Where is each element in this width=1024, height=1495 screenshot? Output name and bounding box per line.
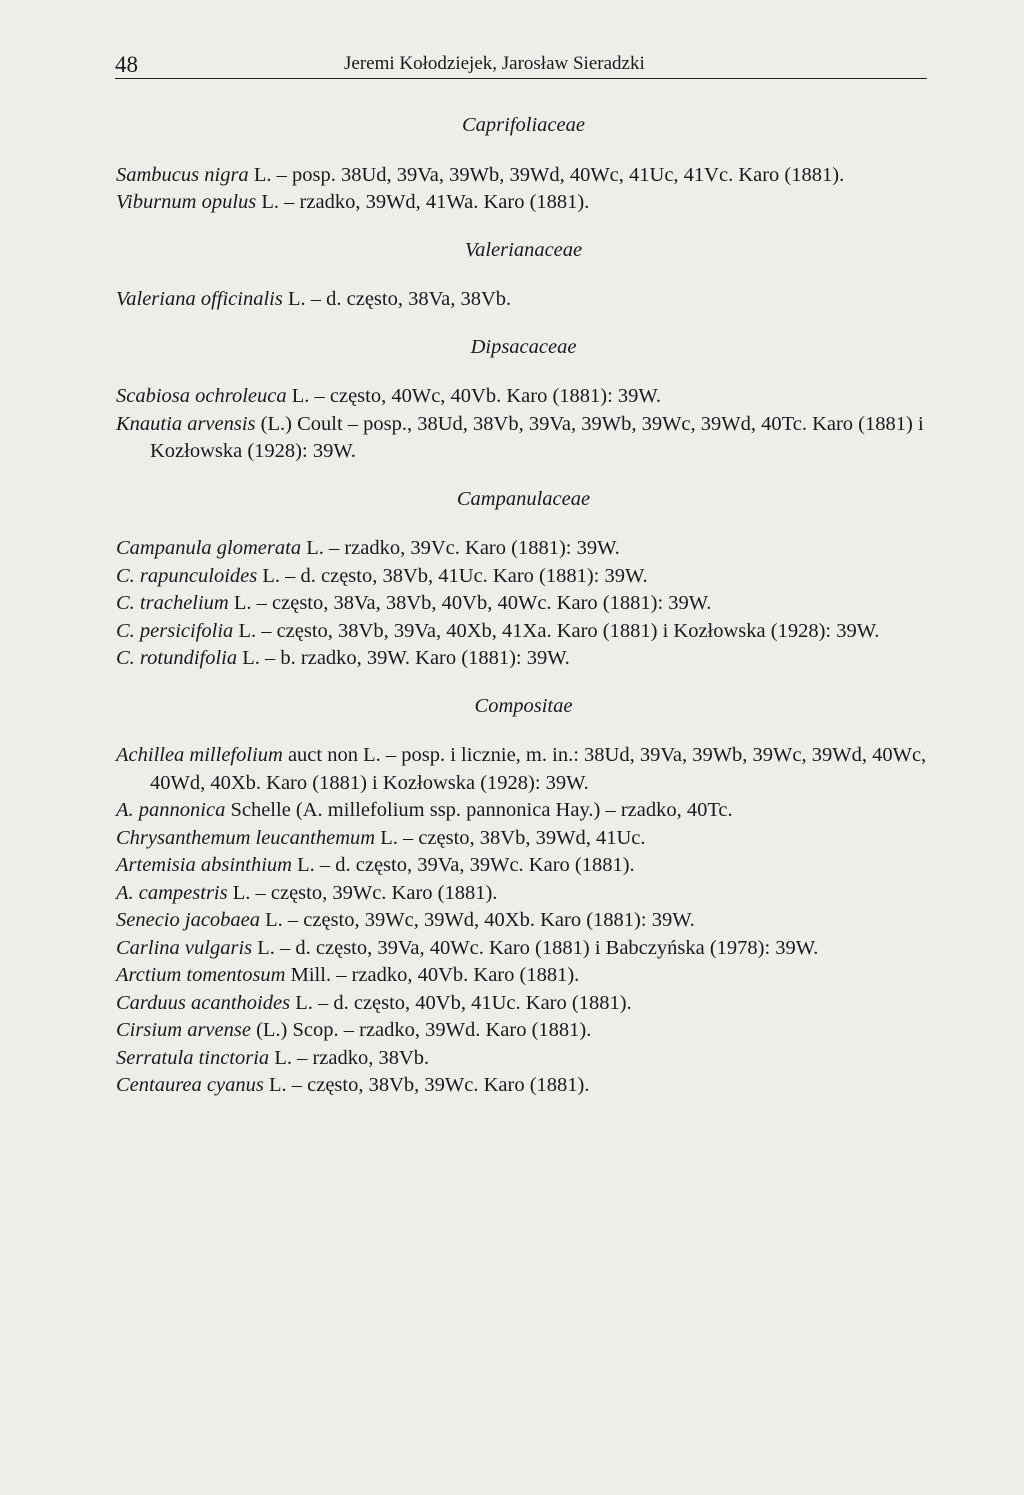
page-number: 48 [115, 52, 138, 77]
species-entry [116, 383, 931, 411]
species-name: Achillea millefolium [116, 744, 283, 766]
species-record: L. – często, 39Wc, 39Wd, 40Xb. Karo (1881): 39W. [260, 909, 695, 931]
species-list [116, 112, 931, 1100]
species-record: Schelle (A. millefolium ssp. pannonica Hay.) – rzadko, 40Tc. [225, 799, 733, 821]
species-name: A. campestris [116, 881, 228, 904]
species-record: L. – rzadko, 39Vc. Karo (1881): 39W. [301, 537, 620, 559]
species-entry [116, 797, 931, 825]
species-entry [116, 411, 931, 466]
species-entry [116, 535, 931, 563]
running-title: Jeremi Kołodziejek, Jarosław Sieradzki [344, 53, 645, 74]
family-section [116, 486, 931, 673]
species-record: auct non L. – posp. i licznie, m. in.: 38Ud, 39Va, 39Wb, 39Wc, 39Wd, 40Wc, 40Wd, 40Xb. Karo (1881) i Kozłowska (1928): 39W. [150, 744, 927, 794]
family-heading: Compositae [474, 694, 573, 717]
species-entry [116, 162, 931, 190]
species-entry [116, 962, 931, 990]
species-name: Campanula glomerata [116, 537, 302, 559]
species-name: Chrysanthemum leucanthemum [116, 826, 376, 849]
species-entry [116, 563, 931, 591]
species-record: (L.) Scop. – rzadko, 39Wd. Karo (1881). [250, 1019, 592, 1041]
family-heading: Valerianaceae [464, 238, 583, 261]
species-record: L. – d. często, 40Vb, 41Uc. Karo (1881). [290, 991, 632, 1014]
species-name: Carlina vulgaris [116, 936, 253, 959]
species-record: L. – d. często, 38Vb, 41Uc. Karo (1881): 39W. [257, 564, 648, 587]
species-name: Carduus acanthoides [116, 991, 291, 1014]
species-record: L. – często, 40Wc, 40Vb. Karo (1881): 39W. [286, 385, 662, 407]
species-entry [116, 825, 931, 853]
species-name: Serratula tinctoria [116, 1046, 270, 1069]
species-record: (L.) Coult – posp., 38Ud, 38Vb, 39Va, 39Wb, 39Wc, 39Wd, 40Tc. Karo (1881) i Kozłowska (1928): 39W. [150, 412, 924, 462]
species-record: L. – d. często, 38Va, 38Vb. [282, 288, 512, 310]
species-entry [116, 286, 931, 314]
family-section [116, 693, 931, 1100]
species-name: C. trachelium [116, 592, 229, 614]
species-name: Centaurea cyanus [116, 1074, 264, 1096]
species-record: L. – często, 38Vb, 39Wc. Karo (1881). [263, 1074, 590, 1096]
species-entry [116, 590, 931, 618]
species-entry [116, 907, 931, 935]
species-name: Arctium tomentosum [116, 964, 286, 986]
species-name: Valeriana officinalis [116, 288, 283, 310]
family-heading: Dipsacaceae [470, 335, 577, 358]
species-entry [116, 742, 931, 797]
species-entry [116, 880, 931, 908]
species-record: L. – często, 38Vb, 39Wd, 41Uc. [375, 826, 646, 849]
species-entry [116, 935, 931, 963]
page-header [115, 52, 927, 79]
species-name: Senecio jacobaea [116, 909, 261, 931]
species-entry [116, 645, 931, 673]
species-name: C. rotundifolia [116, 647, 238, 669]
species-record: L. – d. często, 39Va, 40Wc. Karo (1881) i Babczyńska (1978): 39W. [252, 936, 819, 959]
species-entry [116, 852, 931, 880]
species-name: Knautia arvensis [116, 412, 256, 435]
species-name: Scabiosa ochroleuca [116, 385, 287, 407]
family-section [116, 237, 931, 314]
species-record: L. – rzadko, 39Wd, 41Wa. Karo (1881). [256, 191, 590, 213]
species-entry [116, 1045, 931, 1073]
species-entry [116, 189, 931, 217]
species-record: L. – często, 39Wc. Karo (1881). [227, 881, 498, 904]
species-name: Artemisia absinthium [116, 854, 292, 876]
species-record: L. – posp. 38Ud, 39Va, 39Wb, 39Wd, 40Wc, 41Uc, 41Vc. Karo (1881). [248, 163, 845, 186]
species-name: C. rapunculoides [116, 564, 258, 587]
family-section [116, 334, 931, 466]
species-entry [116, 618, 931, 646]
species-record: L. – d. często, 39Va, 39Wc. Karo (1881). [291, 854, 635, 876]
species-name: C. persicifolia [116, 619, 234, 642]
family-section [116, 112, 931, 217]
species-name: Cirsium arvense [116, 1019, 251, 1041]
species-name: Sambucus nigra [116, 163, 249, 186]
species-entry [116, 1017, 931, 1045]
family-heading: Caprifoliaceae [462, 114, 585, 136]
species-record: L. – często, 38Va, 38Vb, 40Vb, 40Wc. Karo (1881): 39W. [228, 592, 712, 614]
species-record: L. – rzadko, 38Vb. [269, 1046, 430, 1069]
species-record: L. – b. rzadko, 39W. Karo (1881): 39W. [237, 647, 570, 669]
species-record: Mill. – rzadko, 40Vb. Karo (1881). [285, 964, 580, 986]
species-name: A. pannonica [116, 799, 226, 821]
species-entry [116, 990, 931, 1018]
species-record: L. – często, 38Vb, 39Va, 40Xb, 41Xa. Karo (1881) i Kozłowska (1928): 39W. [233, 619, 880, 642]
family-heading: Campanulaceae [456, 487, 591, 510]
species-entry [116, 1072, 931, 1100]
species-name: Viburnum opulus [116, 191, 257, 213]
